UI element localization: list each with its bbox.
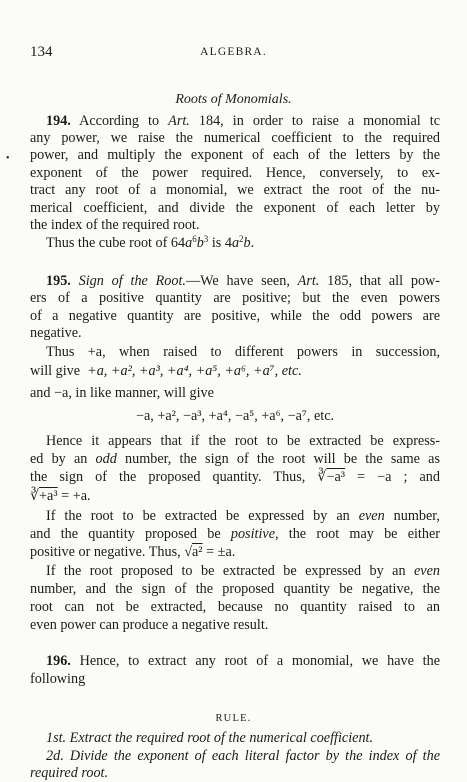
paragraph-194-line: tract any root of a monomial, we extract the root of the nu- [30, 182, 440, 198]
rule-heading: RULE. [215, 713, 252, 724]
paragraph-195-line: the sign of the proposed quantity. Thus, ∛−a³ = −a ; and [30, 469, 440, 485]
paragraph-195-line: will give +a, +a², +a³, +a⁴, +a⁵, +a⁶, +a⁷, etc. [30, 363, 302, 379]
paragraph-195-line: even power can produce a negative result. [30, 617, 269, 633]
rule-step-1: 1st. Extract the required root of the numerical coefficient. [46, 730, 374, 746]
paragraph-194-line: Thus the cube root of $64a^6b^3$ is $4a^2b$. [46, 234, 255, 251]
paragraph-194-line: exponent of the power required. Hence, conversely, to ex- [30, 165, 440, 181]
paragraph-195-line: ∛+a³ = +a. [30, 488, 91, 504]
paragraph-195-line: 195. Sign of the Root.—We have seen, Art. 185, that all pow- [46, 273, 441, 289]
paragraph-195-line: If the root to be extracted be expressed by an even number, [46, 508, 440, 524]
paragraph-195-line: negative. [30, 325, 82, 341]
paragraph-196-line: following [30, 671, 86, 687]
paragraph-195-line: Hence it appears that if the root to be extracted be express- [46, 433, 440, 449]
rule-step-2-cont: required root. [30, 765, 109, 781]
page-number: 134 [30, 44, 53, 60]
rule-step-2: 2d. Divide the exponent of each literal factor by the index of the [46, 748, 441, 764]
paragraph-194-line: 194. According to Art. 184, in order to raise a monomial tc [46, 113, 441, 129]
paragraph-194-line: the index of the required root. [30, 217, 200, 233]
paragraph-195-line: positive or negative. Thus, √a² = ±a. [30, 544, 236, 560]
article-number: 194. [46, 113, 71, 129]
article-number: 196. [46, 653, 71, 669]
paragraph-195-line: of a negative quantity are positive, while the odd powers are [30, 308, 440, 324]
paragraph-195-line: ed by an odd number, the sign of the root will be the same as [30, 451, 440, 467]
paragraph-194-line: merical coefficient, and divide the exponent of each letter by [30, 200, 440, 216]
power-sequence: −a, +a², −a³, +a⁴, −a⁵, +a⁶, −a⁷, etc. [135, 408, 335, 424]
paragraph-195-line: number, and the sign of the proposed quantity be negative, the [30, 581, 440, 597]
paragraph-196-line: 196. Hence, to extract any root of a monomial, we have the [46, 653, 440, 669]
paragraph-195-line: and the quantity proposed be positive, the root may be either [30, 526, 440, 542]
margin-dot: • [6, 153, 10, 164]
paragraph-195-line: If the root proposed to be extracted be expressed by an even [46, 563, 440, 579]
paragraph-195-line: and −a, in like manner, will give [30, 385, 214, 401]
section-heading: Roots of Monomials. [175, 92, 292, 107]
running-title: ALGEBRA. [200, 46, 267, 58]
paragraph-194-line: power, and multiply the exponent of each of the letters by the [30, 147, 440, 163]
article-number: 195. [46, 273, 71, 289]
paragraph-195-line: ers of a positive quantity are positive; but the even powers [30, 290, 440, 306]
paragraph-195-line: Thus +a, when raised to different powers in succession, [46, 344, 440, 360]
paragraph-194-line: any power, we raise the numerical coefficient to the required [30, 130, 440, 146]
paragraph-195-line: root can not be extracted, because no quantity raised to an [30, 599, 440, 615]
